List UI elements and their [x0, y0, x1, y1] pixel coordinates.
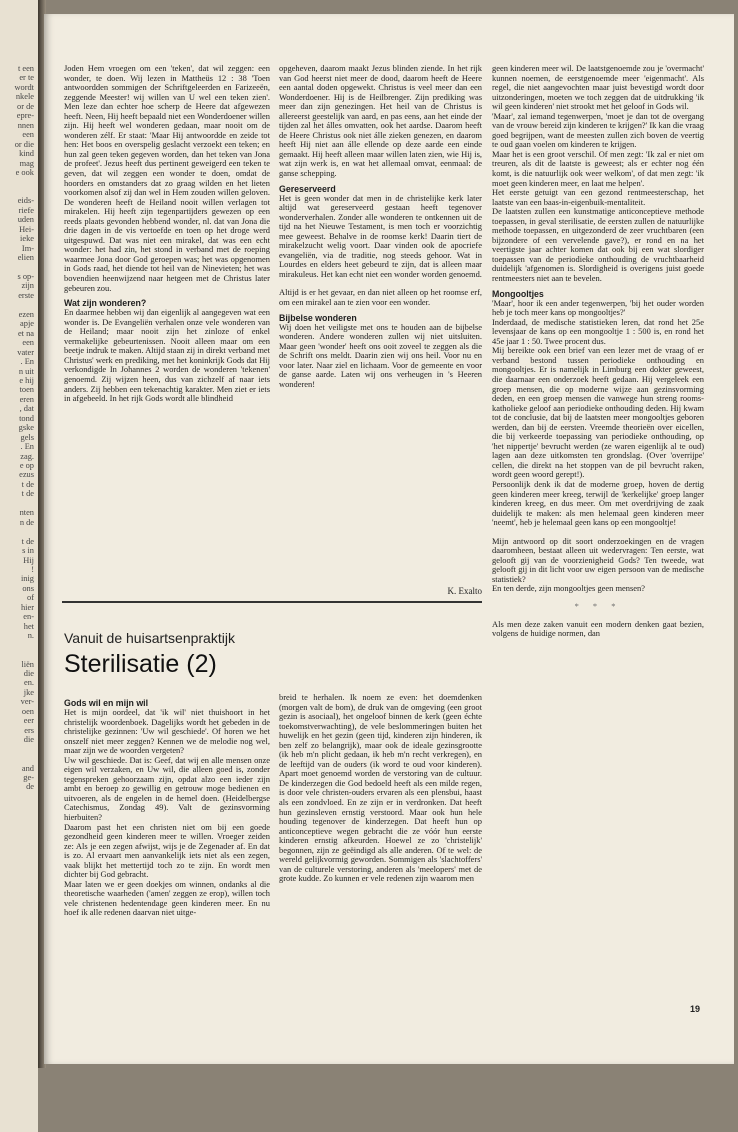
- subheading: Gereserveerd: [279, 183, 336, 194]
- previous-page-line: riefe: [18, 205, 34, 215]
- article-sterilisation-column-1: [64, 693, 270, 918]
- previous-page-line: !: [31, 565, 34, 575]
- paragraph: Het eerste getuigt van een gezond rentmeesterschap, het laatste van een baas-in-eigenbuik-mentaliteit.: [492, 187, 704, 207]
- previous-page-line: Im-: [21, 243, 34, 253]
- previous-page-line: [0, 641, 34, 650]
- previous-page-line: et na: [17, 328, 34, 338]
- previous-page-line: jke: [23, 687, 34, 697]
- previous-page-line: [0, 187, 34, 196]
- previous-page-line: [0, 263, 34, 272]
- previous-page-line: een: [22, 338, 34, 348]
- previous-page-line: . En: [20, 357, 34, 367]
- previous-page-line: apje: [20, 319, 34, 329]
- previous-page-line: en.: [24, 678, 34, 688]
- paragraph: Mijn antwoord op dit soort onderzoekingen en de vragen daaromheen, bestaat alleen uit wedervragen: Ten eerste, wat gelooft gij van de voorzienigheid Gods? Ten tweede, wat gelooft gij in dit licht voor uw eigen persoon van de medische statistiek?: [492, 535, 704, 584]
- section-divider: [62, 601, 482, 603]
- previous-page-line: [0, 650, 34, 659]
- section-kicker: Vanuit de huisartsenpraktijk: [64, 630, 235, 646]
- paragraph: Persoonlijk denk ik dat de moderne groep, hoven de dertig geen kinderen meer kreeg, terwijl de 'kerkelijke' groep langer kinderen kreeg, en dus meer. Om met overdrijving de zaak duidelijk te maken: als men helemaal geen kinderen meer 'neemt', heb je helemaal geen kans op een mongooltje!: [492, 478, 704, 528]
- previous-page-line: [0, 754, 34, 763]
- previous-page-line: een: [22, 130, 34, 140]
- paragraph: En daarmee hebben wij dan eigenlijk al aangegeven wat een wonder is. De Evangeliën verhalen onze vele wonderen van de Heiland; maar nooit zijn het zinloze of enkel vermakelijke gebeurtenissen. Nooit alleen maar om een beetje indruk te maken. Altijd staan zij in direkt verband met Christus' werk en prediking, met het koninkrijk Gods dat Hij verkondigde In Johannes 2 worden de wonderen 'tekenen' genoemd. Zij wijzen heen, dus van zichzelf af naar iets anders. Zij hebben een tekenachtig karakter. Men ziet er iets in afgebeeld. In het rijk Gods wordt alle blindheid: [64, 307, 270, 404]
- article-wonders-column-1: [64, 64, 270, 404]
- previous-page-line: liën: [21, 659, 34, 669]
- previous-page-line: de: [26, 782, 34, 792]
- previous-page-edge: [0, 0, 38, 1132]
- previous-page-line: oen: [21, 706, 34, 716]
- previous-page-line: e op: [19, 461, 34, 471]
- previous-page-line: t een: [17, 64, 34, 73]
- previous-page-line: ezen: [18, 309, 34, 319]
- subheading: Wat zijn wonderen?: [64, 298, 147, 309]
- previous-page-line: uden: [17, 215, 34, 225]
- paragraph: Joden Hem vroegen om een 'teken', dat wil zeggen: een wonder, te doen. Wij lezen in Mattheüs 12 : 38 'Toen antwoordden sommigen der Schriftgeleerden en Farizeeën, zeggende Meester! wij willen van U wel een teken zien'. Men leze dan echter hoe scherp de Heere dat afgewezen heeft. Neen, Hij heeft bepaald niet een Wonderdoener willen zijn. Hij heeft wel wonderen gedaan, maar nooit om de wonderen zélf. Er staat: 'Maar Hij antwoordde en zeide tot hen: Het boos en overspelig geslacht verzoekt een teken; en hun zal geen teken gegeven worden, dan het teken van Jona de profeet'. Jezus heeft dus pertinent geweigerd een teken te geven, dat wil zeggen een wonder te doen, omdat de hoorders en omstanders dat zo graag wilden en het lieten voorkomen alsof zij dan wel in Hem zouden willen geloven. De wonderen heeft de Heiland nooit willen verlagen tot mirakelen. Hij heeft zijn tegenpartijders gewezen op een reeds plaats gevonden hebbend wonder, nl. dat van Jona die drie dagen in de vis vertoefde en toen op het droge werd uitgespuwd. Dat was niet een mirakel, dat was een echt wonder: het had zin, het stond in verband met de roeping waarmee Jona door God geroepen was; het was opgenomen in Gods raad, het diende tot heil van de Ninevieten; het was bovendien heenwijzend naar hetgeen met de Christus later gebeuren zou.: [64, 63, 270, 293]
- previous-page-line: or die: [14, 139, 34, 149]
- previous-page-line: wordt: [14, 82, 34, 92]
- paragraph: opgeheven, daarom maakt Jezus blinden ziende. In het rijk van God heerst niet meer de dood, daarom heeft de Heere een aantal doden opgewekt. Christus is veel meer dan een Wonderdoener. Hij is de Heilbrenger. Zijn prediking was meer dan zijn genezingen. Het heil van de Christus is allereerst geestelijk van aard, en pas eens, aan het einde der tijden zal het álles omvatten, ook het aardse. Daarom heeft de Heere Christus ook niet álle zieken genezen, en daarom heeft Hij niet aan álle ellende op deze aarde een einde gemaakt. Hij heeft alleen maar willen laten zien, wie Hij is, wat zijn werk is, en wat het allemaal omvat, eenmaal: de ganse schepping.: [279, 63, 482, 179]
- previous-page-line: and: [21, 763, 34, 773]
- paragraph: Wij doen het veiligste met ons te houden aan de bijbelse wonderen. Andere wonderen zullen wij niet uitsluiten. Maar geen 'wonder' heeft ons ooit zoveel te zeggen als die de Schrift ons meldt. Daarin zien wij ons heil. Voor nu en voor later. Naar ziel en lichaam. Voor de gemeente en voor de ganse aarde. Laten wij ons verheugen in 's Heeren wonderen!: [279, 321, 482, 389]
- article-wonders-column-2: [279, 64, 482, 389]
- previous-page-line: ons: [22, 583, 34, 593]
- previous-page-line: gels: [20, 432, 34, 442]
- previous-page-line: tond: [19, 413, 34, 423]
- paragraph: Daarom past het een christen niet om bij een goede gezondheid geen kinderen meer te willen. Vroeger zeiden ze: Als je een zegen afwijst, wijs je de Zegenader af. En dat is zo. Al ervaart men aanvankelijk iets niet als een zegen, vaak blijkt het mettertijd toch zo te zijn. En wordt men dichter bij God gebracht.: [64, 821, 270, 880]
- previous-page-line: het: [23, 621, 34, 631]
- paragraph: Als men deze zaken vanuit een modern denken gaat bezien, volgens de huidige normen, dan: [492, 618, 704, 639]
- previous-page-line: t de: [21, 536, 34, 546]
- previous-page-line: [0, 527, 34, 536]
- previous-page-line: ver-: [20, 697, 34, 707]
- subheading: Bijbelse wonderen: [279, 312, 357, 323]
- paragraph: Mij bereikte ook een brief van een lezer met de vraag of er verband bestond tussen periodieke onthouding en mongooltjes. Er is namelijk in Limburg een dokter geweest, die daarnaar een onderzoek heeft gedaan. Hij vergeleek een groep mensen, die op moderne wijze aan gezinsvorming deden, en een groep mensen die vanwege hun streng rooms-katholieke geloof aan periodieke onthouding deden. Hij kwam tot de conclusie, dat bij de laatsten meer mongooltjes geboren werden, dan bij de eersten. Vreemde theorieën over eicellen, die bij verkeerde toepassing van periodieke onthouding, op 'het nippertje' bevrucht werden (ze waren eigenlijk al te oud) lagen aan deze uitkomsten ten grondslag. (Over 'overrijpe' cellen, die direkt na het stoppen van de pil bevrucht raken, wordt geen woord gerept!).: [492, 345, 704, 480]
- paragraph: Inderdaad, de medische statistieken leren, dat rond het 25e levensjaar de kans op een mongooltje 1 : 500 is, en rond het 45e jaar 1 : 50. Twee procent dus.: [492, 316, 704, 346]
- previous-page-line: ezus: [19, 470, 34, 480]
- paragraph: Het is mijn oordeel, dat 'ik wil' niet thuishoort in het christelijk woordenboek. Dagelijks wordt het gebeden in de christelijke gezinnen: 'Uw wil geschiede'. Of horen we het onszelf niet meer zeggen? Kennen we de melodie nog wel, maar zijn we de woorden vergeten?: [64, 707, 270, 756]
- previous-page-line: toen: [19, 385, 34, 395]
- previous-page-line: hier: [20, 602, 34, 612]
- section-stars: * * *: [574, 600, 622, 611]
- previous-page-line: Hei-: [19, 224, 34, 234]
- previous-page-line: . En: [20, 442, 34, 452]
- previous-page-line: t de: [21, 489, 34, 499]
- previous-page-line: n uit: [18, 366, 34, 376]
- previous-page-line: eer: [23, 716, 34, 726]
- paragraph: En ten derde, zijn mongooltjes geen mensen?: [492, 583, 645, 594]
- previous-page-line: nnen: [17, 120, 34, 130]
- previous-page-line: [0, 300, 34, 309]
- previous-page-line: zag.: [20, 451, 34, 461]
- paragraph: Maar laten we er geen doekjes om winnen, ondanks al die theoretische waarheden ('amen' zeggen ze erop), willen toch vele christenen hedentendage geen kinderen meer. En nu hoef ik alle redenen daarvan niet uitge-: [64, 878, 270, 918]
- paragraph: Het is geen wonder dat men in de christelijke kerk later altijd wat gereserveerd gestaan heeft tegenover wonderverhalen. Zonder alle wonderen te ontkennen uit de tijd na het Nieuwe Testament, is men toch er voorzichtig mee geweest. Behalve in de roomse kerk! Daarin tiert de mirakelzucht welig voort. Daar vinden ook de apocriefe evangeliën, via de traditie, nog steeds gehoor. Wat in Lourdes en elders heet gebeurd te zijn, dat is alleen maar mirakuleus. Het kan echt niet een wonder worden genoemd.: [279, 192, 482, 279]
- previous-page-line: t de: [21, 479, 34, 489]
- previous-page-line: epre-: [16, 111, 34, 121]
- previous-page-line: s in: [22, 546, 34, 556]
- previous-page-line: Hij: [23, 555, 34, 565]
- previous-page-line: or de: [17, 101, 34, 111]
- previous-page-line: eren: [19, 394, 34, 404]
- previous-page-line: erste: [18, 290, 34, 300]
- previous-page-line: er te: [19, 73, 34, 83]
- previous-page-line: s op-: [17, 271, 34, 281]
- paragraph: Altijd is er het gevaar, en dan niet alleen op het roomse erf, om een mirakel aan te zien voor een wonder.: [279, 287, 482, 308]
- previous-page-line: ge-: [23, 772, 34, 782]
- previous-page-line: zijn: [21, 281, 34, 291]
- paragraph: De laatsten zullen een kunstmatige anticonceptieve methode toepassen, in geval sterilisatie, de eersten zullen de natuurlijke methode toepassen, en uitgezonderd de zeer vruchtbaren (een bijzondere of een vervelende gave?), er rond en na het veertigste jaar achter komen dat ook bij een wat slordiger toepassen van de periodieke onthouding de vruchtbaarheid duidelijk 'afgenomen is. Slordigheid is overigens juist goede rentmeesters niet aan te bevelen.: [492, 206, 704, 284]
- previous-page-line: kind: [19, 149, 34, 159]
- previous-page-line: e ook: [15, 167, 34, 177]
- previous-page-line: nten: [19, 508, 34, 518]
- paragraph: Maar het is een groot verschil. Of men zegt: 'Ik zal er niet om treuren, als dit de laatste is geweest; als er echter nog één komt, is die natuurlijk ook weer welkom', of dat men zegt: 'ik moet geen kinderen meer, en laat me helpen'.: [492, 148, 704, 188]
- previous-page-line: ers: [24, 725, 34, 735]
- previous-page-line: die: [23, 669, 34, 678]
- previous-page-line: gske: [18, 423, 34, 433]
- subheading: Mongooltjes: [492, 288, 544, 299]
- previous-page-line: nkele: [15, 92, 34, 102]
- previous-page-line: ieke: [20, 234, 34, 244]
- paragraph: Uw wil geschiede. Dat is: Geef, dat wij en alle mensen onze eigen wil verzaken, en Uw wil, die alleen goed is, zonder tegenspreken gehoorzaam zijn, opdat alzo een ieder zijn ambt en beroep zo gewillig en getrouw moge bedienen en uitvoeren, als de engelen in de hemel doen. (Heidelbergse Catechismus, Zondag 49). Valt de gezinsvorming hierbuiten?: [64, 754, 270, 823]
- previous-page-line: n.: [27, 631, 34, 641]
- paragraph: 'Maar', zal iemand tegenwerpen, 'moet je dan tot de overgang van de vrouw bereid zijn kinderen te krijgen?' Ik kan die vraag goed begrijpen, want de meesten zullen zich boven de veertig te oud gaan voelen om kinderen te krijgen.: [492, 110, 704, 150]
- previous-page-line: vater: [17, 347, 34, 357]
- article-sterilisation-column-2: [279, 693, 482, 884]
- previous-page-line: mag: [19, 158, 34, 168]
- previous-page-line: of: [27, 593, 34, 603]
- paragraph: 'Maar', hoor ik een ander tegenwerpen, 'bij het ouder worden heb je toch meer kans op mongooltjes?': [492, 297, 704, 318]
- article-headline: Sterilisatie (2): [64, 650, 217, 678]
- article-sterilisation-column-3: [492, 64, 704, 639]
- previous-page-line: e hij: [19, 375, 34, 385]
- page-number: 19: [690, 1004, 701, 1014]
- previous-page-line: en-: [23, 612, 34, 622]
- previous-page-line: [0, 745, 34, 754]
- previous-page-line: [0, 177, 34, 186]
- previous-page-line: elien: [17, 253, 34, 263]
- previous-page-line: eids-: [17, 196, 34, 206]
- author-signature: K. Exalto: [447, 586, 482, 596]
- previous-page-line: , dat: [19, 404, 34, 414]
- subheading: Gods wil en mijn wil: [64, 698, 149, 708]
- paragraph: breid te herhalen. Ik noem ze even: het doemdenken (morgen valt de bom), de druk van de omgeving (een groot gezin is asociaal), het ongeloof binnen de kerk (geen échte toekomstverwachting), de vele beslommeringen buiten het huwelijk en het gezin (geen tijd, kinderen zijn hinderen, ik ben zelf zo belangrijk), maar ook de ideale gezinsgrootte (ik heb m'n plicht gedaan, ik heb m'n recht verkregen), en de leeftijd van de ouders (ik word te oud voor kinderen). Apart moet genoemd worden de verstoring van de cultuur. De kinderzegen die God bedoeld heeft als een milde regen, is door vele christen-ouders ervaren als een plensbui, haast als een zondvloed. En ze zijn er in verdronken. Dat heeft hun gezinsleven ernstig verstoord. Maar ook hun hele houding tegenover de kinderzegen. Dat heeft hun op anticonceptieve wegen gebracht die ze vóór hun eerste kinderen ernstig afkeurden. Hoewel ze zo 'christelijk' begonnen, zijn ze geëindigd als alle anderen. Of te wel: de wereld gelijkvormig geworden. Sommigen als 'slachtoffers' van de culturele verstoring, anderen als 'meelopers' met de grote kudde. Zo kunnen er vele redenen zijn waarom men: [279, 692, 482, 884]
- previous-page-line: [0, 499, 34, 508]
- previous-page-line: die: [23, 735, 34, 745]
- previous-page-line: n de: [19, 517, 34, 527]
- previous-page-line: inig: [20, 574, 34, 584]
- paragraph: geen kinderen meer wil. De laatstgenoemde zou je 'overmacht' kunnen noemen, de eerstgenoemde meer 'eigenmacht'. Als regel, die niet aangevochten maar juist bevestigd wordt door uitzonderingen, moeten we toch zeggen dat de uitdrukking 'ik wil geen kinderen' niet strookt met het geloof in Gods wil.: [492, 63, 704, 112]
